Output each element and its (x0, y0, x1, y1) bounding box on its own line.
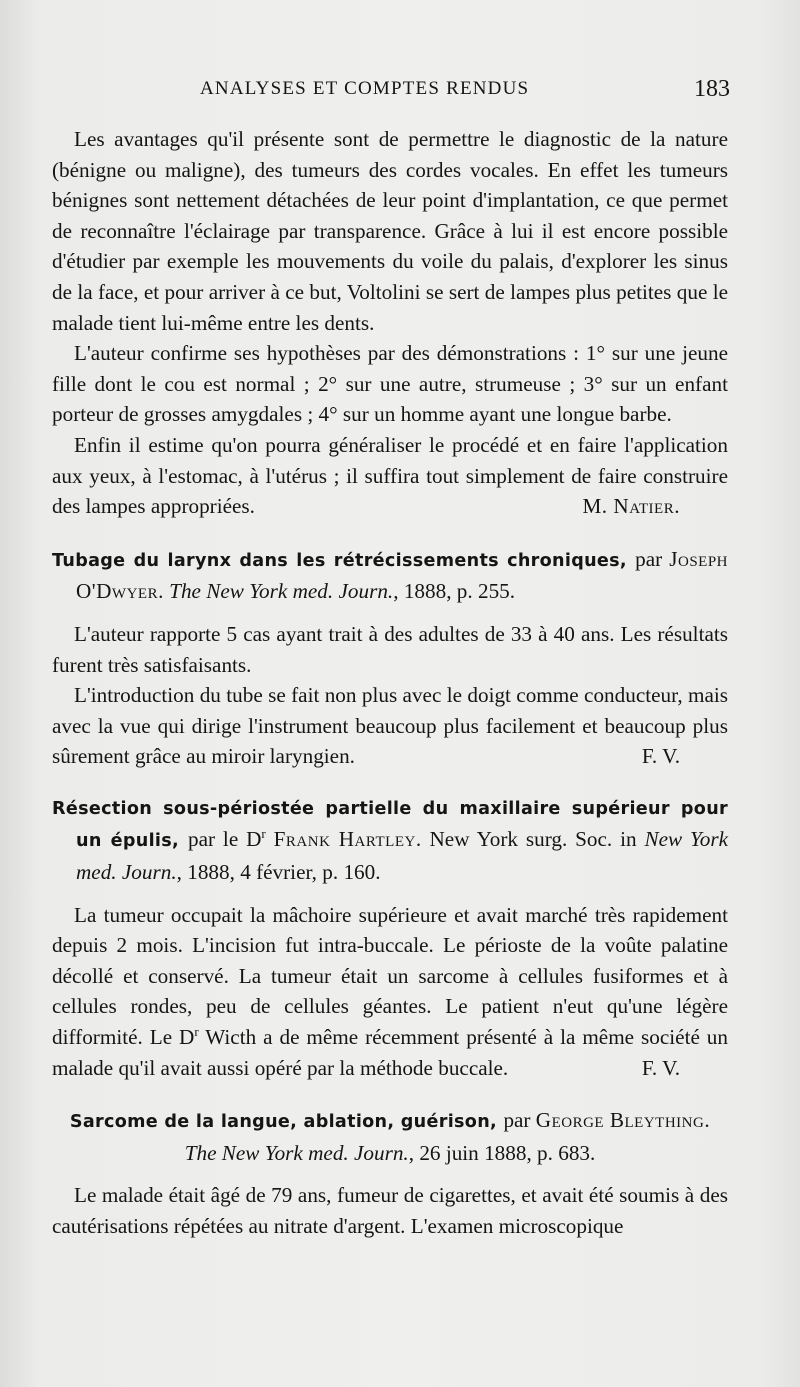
title-par: par le D (188, 827, 262, 852)
title-bold: Sarcome de la langue, ablation, guérison, (69, 1112, 497, 1133)
article-resection (52, 794, 728, 1083)
journal-name: The New York med. Journ. (184, 1140, 409, 1165)
author-name: Joseph O'Dwyer. (76, 546, 729, 604)
paragraph (52, 430, 728, 522)
article-title (52, 1105, 728, 1170)
paragraph-text: Enfin il estime qu'on pourra généraliser le procédé et en faire l'application aux yeux, à l'estomac, à l'utérus ; il suffira tout simplement de faire construire des lampes appropriées. (52, 432, 728, 519)
paragraph-sup: r (194, 1023, 199, 1039)
author-name: George Bleything. (535, 1108, 711, 1133)
article-title (52, 544, 728, 609)
running-head: ANALYSES ET COMPTES RENDUS (200, 78, 530, 99)
journal-ref: , 1888, p. 255. (393, 579, 516, 604)
paragraph-text: L'introduction du tube se fait non plus avec le doigt comme conducteur, mais avec la vue qui dirige l'instrument beaucoup plus facilement et beaucoup plus sûrement grâce au miroir laryngien. (52, 683, 728, 769)
title-par: par (635, 546, 663, 571)
paragraph: Le malade était âgé de 79 ans, fumeur de cigarettes, et avait été soumis à des cautérisations répétées au nitrate d'argent. L'examen microscopique (52, 1183, 728, 1238)
title-bold: Résection sous-périostée partielle du maxillaire supérieur pour un épulis, (52, 798, 728, 852)
journal-ref: , 26 juin 1888, p. 683. (408, 1140, 596, 1165)
paragraph-text-rest: Wicth a de même récemment présenté à la même société un malade qu'il avait aussi opéré par la méthode buccale. (52, 1025, 728, 1080)
society-name: New York surg. Soc. in (429, 827, 637, 852)
paragraph (52, 900, 728, 1084)
journal-name: New York med. Journ. (76, 827, 729, 885)
journal-ref: , 1888, 4 février, p. 160. (176, 860, 381, 885)
signature: M. Natier. (582, 494, 680, 519)
signature: F. V. (641, 744, 680, 769)
page-body (52, 124, 728, 1242)
paragraph: L'auteur rapporte 5 cas ayant trait à des adultes de 33 à 40 ans. Les résultats furent très satisfaisants. (52, 621, 728, 677)
paragraph-text: La tumeur occupait la mâchoire supérieure et avait marché très rapidement depuis 2 mois. L'incision fut intra-buccale. Le périoste de la voûte palatine décollé et conservé. La tumeur était un sarcome à cellules fusiformes et à cellules rondes, peu de cellules géantes. Le patient n'eut qu'une légère difformité. Le D (52, 902, 728, 1050)
page-number: 183 (694, 76, 730, 102)
title-bold: Tubage du larynx dans les rétrécissements chroniques, (52, 550, 627, 571)
signature: F. V. (641, 1055, 680, 1080)
article-title (52, 794, 728, 890)
article-sarcome (52, 1105, 728, 1241)
article-tubage (52, 544, 728, 772)
page-header (200, 78, 730, 108)
paragraph: Les avantages qu'il présente sont de permettre le diagnostic de la nature (bénigne ou maligne), des tumeurs des cordes vocales. En effet les tumeurs bénignes sont nettement détachées de leur point d'implantation, ce que permet de reconnaître l'éclairage par transparence. Grâce à lui il est encore possible d'étudier par exemple les mouvements du voile du palais, d'explorer les sinus de la face, et pour arriver à ce but, Voltolini se sert de lampes plus petites que le malade tient lui-même entre les dents. (52, 127, 728, 335)
paragraph (52, 680, 728, 772)
title-par: par (503, 1108, 531, 1133)
title-sup: r (261, 826, 266, 842)
paragraph: L'auteur confirme ses hypothèses par des démonstrations : 1° sur une jeune fille dont le cou est normal ; 2° sur une autre, strumeuse ; 3° sur un enfant porteur de grosses amygdales ; 4° sur un homme ayant une longue barbe. (52, 341, 728, 427)
journal-name: The New York med. Journ. (169, 579, 394, 604)
author-name: Frank Hartley. (273, 827, 422, 852)
